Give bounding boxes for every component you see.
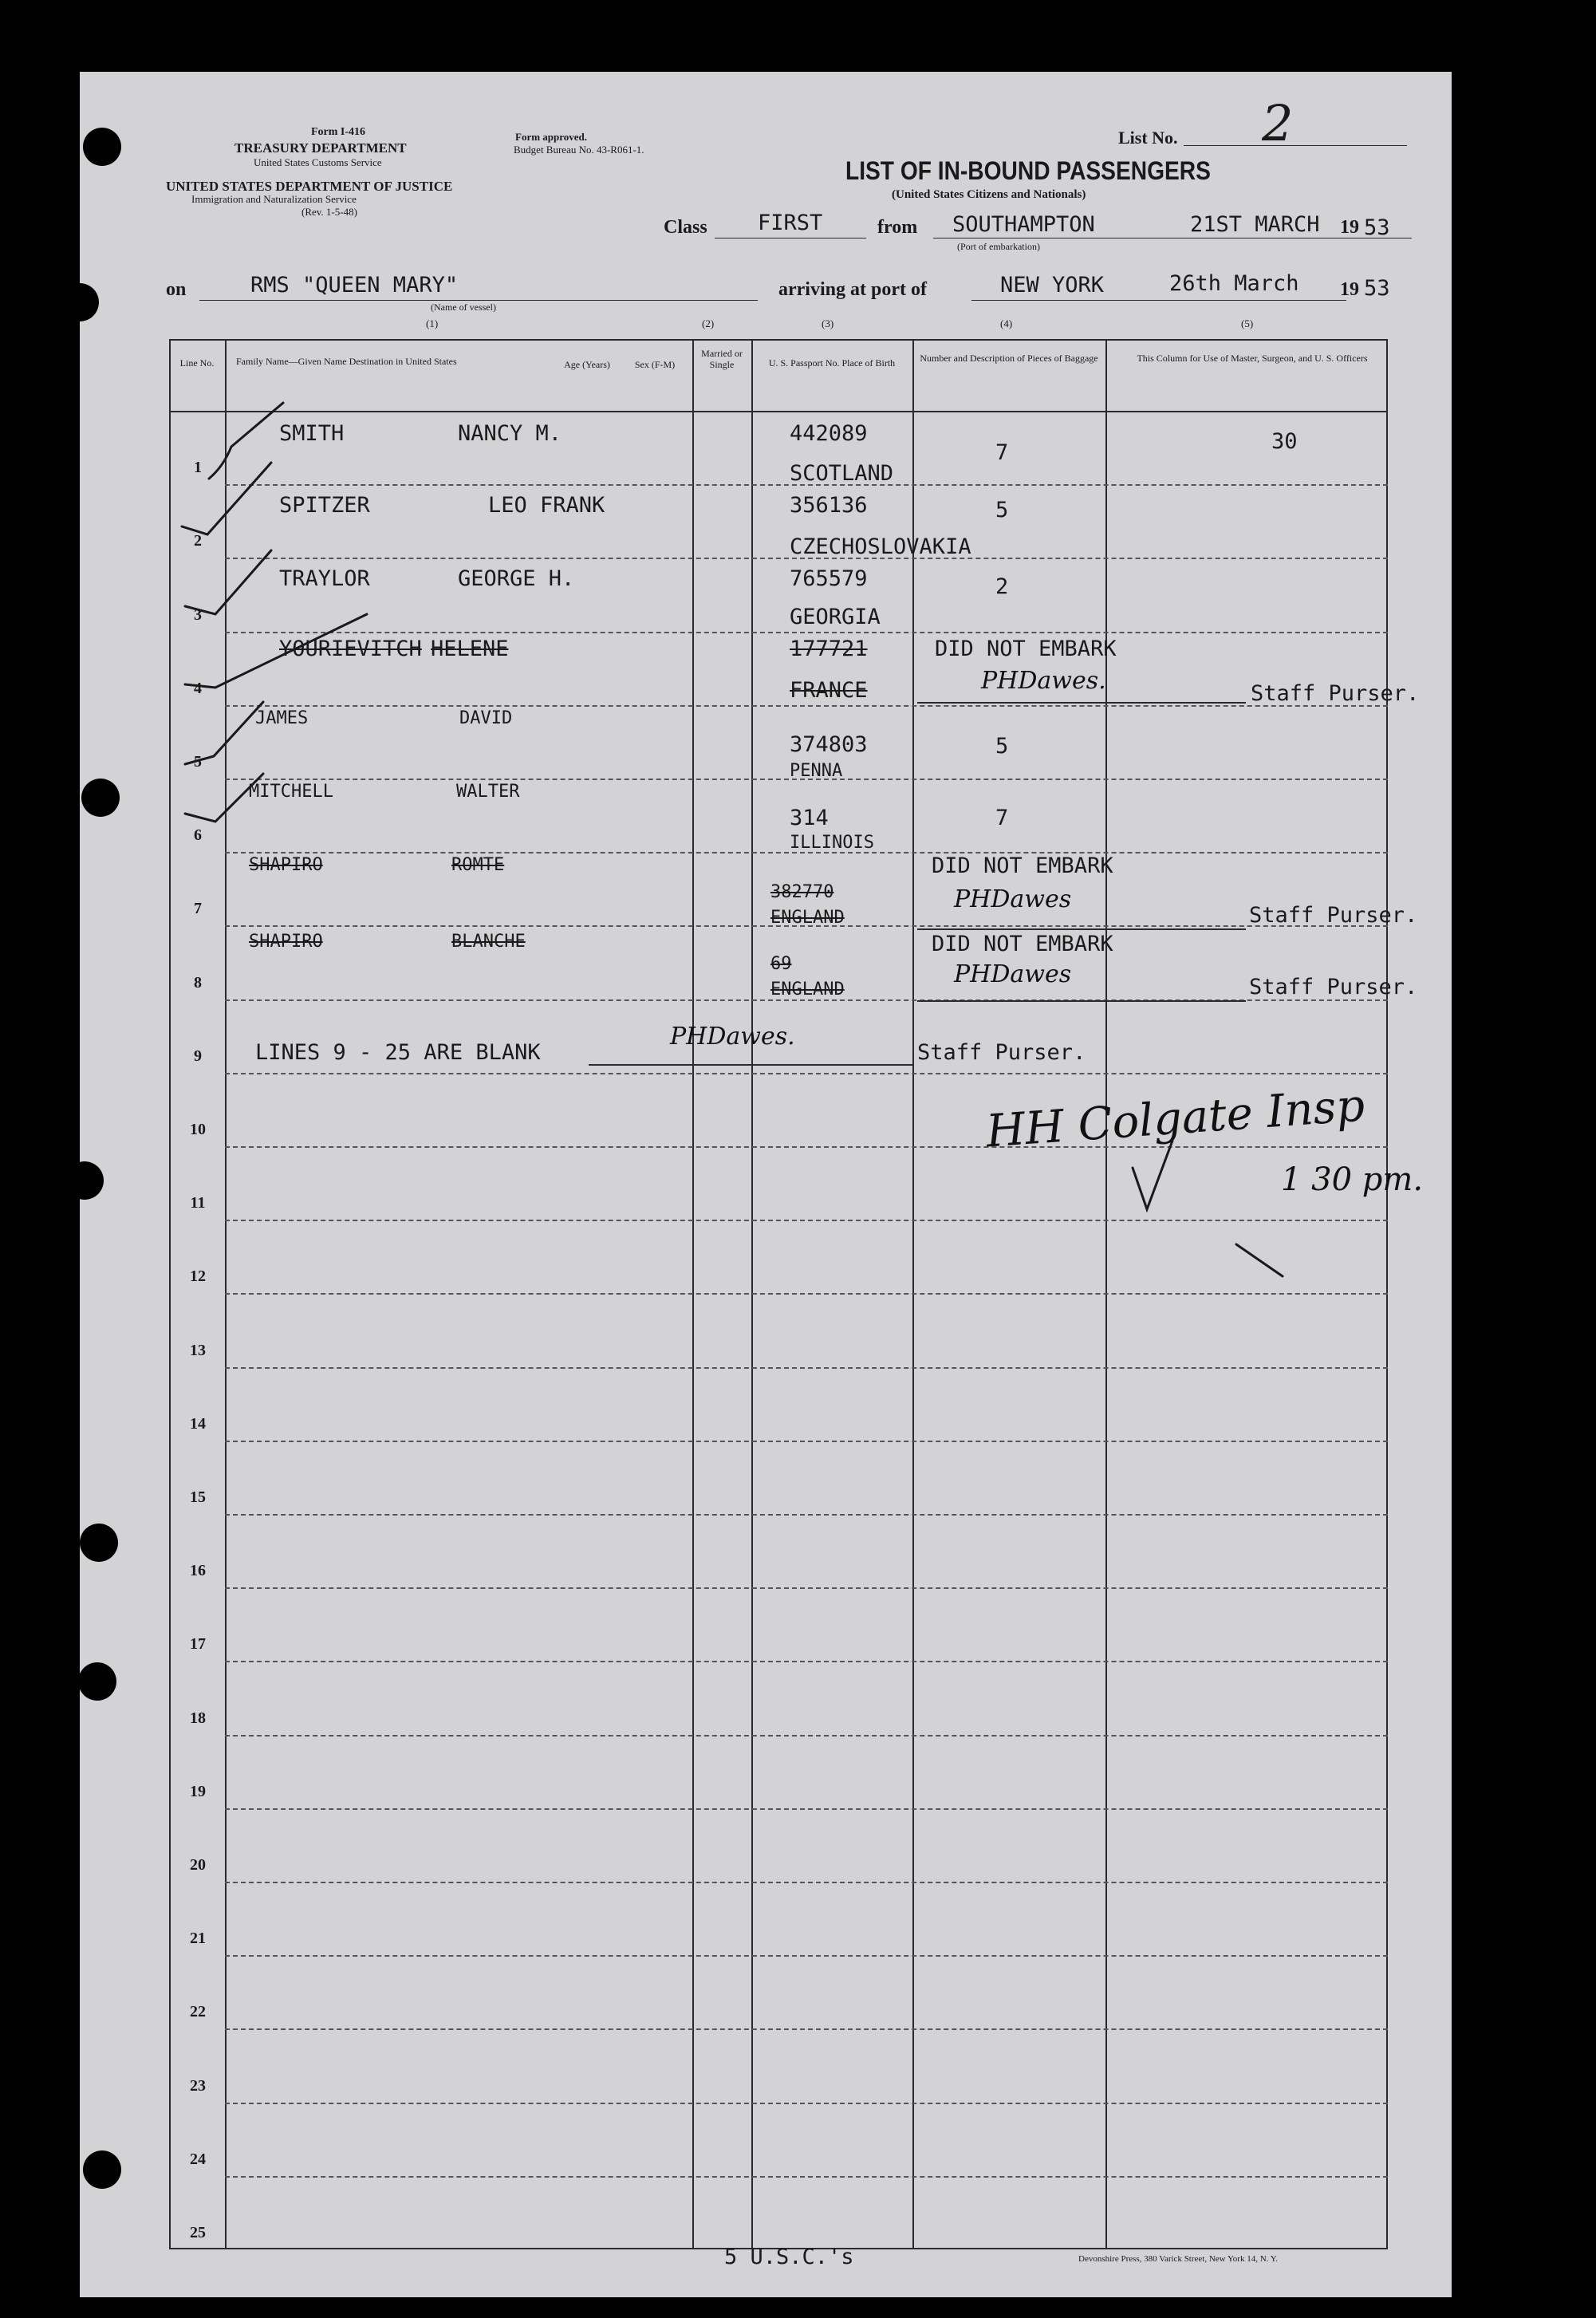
col-num-3: (3): [822, 317, 834, 329]
row3-birth: GEORGIA: [790, 605, 881, 629]
from-label: from: [877, 217, 918, 238]
embark-year: 53: [1364, 215, 1390, 240]
col-header-name: Family Name—Given Name Destination in United States: [236, 356, 457, 367]
inspector-signature: HH Colgate Insp: [984, 1079, 1367, 1158]
arriving-label: arriving at port of: [778, 279, 927, 300]
vessel-caption: (Name of vessel): [431, 302, 496, 313]
budget-bureau: Budget Bureau No. 43-R061-1.: [514, 144, 644, 156]
row1-baggage: 7: [995, 440, 1009, 465]
row2-family: SPITZER: [279, 493, 370, 518]
row2-given: LEO FRANK: [488, 493, 605, 518]
row4-role: Staff Purser.: [1251, 681, 1420, 706]
row4-passport: 177721: [790, 637, 868, 661]
customs-service: United States Customs Service: [254, 156, 382, 168]
page-title: LIST OF IN-BOUND PASSENGERS: [845, 156, 1211, 185]
line-number: 23: [190, 2076, 206, 2095]
line-number: 8: [194, 973, 202, 991]
line-number: 17: [190, 1635, 206, 1654]
row8-given: BLANCHE: [451, 932, 526, 952]
row3-baggage: 2: [995, 574, 1009, 599]
row6-given: WALTER: [456, 782, 520, 802]
col-header-baggage: Number and Description of Pieces of Baggage: [920, 353, 1098, 364]
row7-passport: 382770: [770, 882, 834, 902]
line-number: 18: [190, 1709, 206, 1727]
embark-year-prefix: 19: [1340, 217, 1359, 238]
line-number: 3: [194, 605, 202, 624]
arrival-year-prefix: 19: [1340, 279, 1359, 300]
row6-passport: 314: [790, 806, 829, 830]
form-approved: Form approved.: [515, 131, 588, 143]
row5-birth: PENNA: [790, 761, 843, 781]
line-number: 1: [194, 459, 202, 477]
footer-note: 5 U.S.C.'s: [724, 2245, 854, 2269]
line-number: 15: [190, 1488, 206, 1506]
blank-signature: PHDawes.: [670, 1023, 795, 1051]
row7-status: DID NOT EMBARK: [932, 853, 1113, 878]
col-header-passport: U. S. Passport No. Place of Birth: [768, 357, 896, 369]
row8-birth: ENGLAND: [770, 980, 845, 999]
on-label: on: [166, 279, 187, 300]
row4-status: DID NOT EMBARK: [935, 637, 1117, 661]
row2-passport: 356136: [790, 493, 868, 518]
form-number: Form I-416: [311, 126, 366, 138]
line-number: 2: [194, 532, 202, 550]
row2-birth: CZECHOSLOVAKIA: [790, 534, 971, 559]
row5-given: DAVID: [459, 708, 513, 728]
row8-status: DID NOT EMBARK: [932, 932, 1113, 956]
line-number: 14: [190, 1414, 206, 1433]
row1-family: SMITH: [279, 421, 345, 446]
line-number: 5: [194, 753, 202, 771]
row7-family: SHAPIRO: [249, 855, 323, 875]
row8-passport: 69: [770, 954, 792, 974]
row5-family: JAMES: [255, 708, 309, 728]
embarkation-date: 21ST MARCH: [1190, 212, 1320, 237]
row7-signature: PHDawes: [954, 885, 1072, 913]
row6-birth: ILLINOIS: [790, 833, 874, 853]
row3-given: GEORGE H.: [458, 566, 575, 591]
col-header-sex: Sex (F-M): [634, 359, 676, 370]
line-number: 4: [194, 679, 202, 697]
vessel-name: RMS "QUEEN MARY": [250, 273, 459, 298]
col-num-5: (5): [1241, 317, 1254, 329]
line-number: 9: [194, 1047, 202, 1065]
line-number: 13: [190, 1341, 206, 1359]
line-number: 10: [190, 1121, 206, 1138]
list-number: 2: [1262, 94, 1294, 152]
row2-baggage: 5: [995, 498, 1009, 522]
line-number: 6: [194, 826, 202, 845]
line-number: 25: [190, 2224, 206, 2241]
col-num-4: (4): [1000, 317, 1013, 329]
row7-birth: ENGLAND: [770, 908, 845, 928]
justice-dept: UNITED STATES DEPARTMENT OF JUSTICE: [166, 179, 453, 194]
row1-given: NANCY M.: [458, 421, 562, 446]
row4-signature: PHDawes.: [981, 667, 1106, 695]
port-of-embarkation: SOUTHAMPTON: [952, 212, 1095, 237]
col-header-line-no: Line No.: [179, 357, 215, 369]
row3-family: TRAYLOR: [279, 566, 370, 591]
row7-role: Staff Purser.: [1249, 903, 1418, 928]
form-revision: (Rev. 1-5-48): [301, 206, 357, 218]
line-number: 22: [190, 2003, 206, 2021]
ins-service: Immigration and Naturalization Service: [191, 193, 357, 205]
line-number: 12: [190, 1267, 206, 1286]
arrival-port: NEW YORK: [1000, 273, 1105, 298]
row4-family: YOURIEVITCH: [279, 637, 422, 661]
list-no-label: List No.: [1118, 128, 1178, 148]
row1-officer: 30: [1271, 429, 1298, 454]
row4-birth: FRANCE: [790, 678, 868, 703]
page-subtitle: (United States Citizens and Nationals): [892, 188, 1086, 201]
class-value: FIRST: [758, 211, 823, 235]
blank-role: Staff Purser.: [917, 1040, 1086, 1065]
col-num-1: (1): [426, 317, 439, 329]
col-num-2: (2): [702, 317, 715, 329]
arrival-date: 26th March: [1169, 271, 1299, 296]
col-header-age: Age (Years): [564, 359, 610, 370]
row1-birth: SCOTLAND: [790, 461, 894, 486]
port-embark-caption: (Port of embarkation): [957, 241, 1040, 252]
line-number: 7: [194, 900, 202, 918]
row1-passport: 442089: [790, 421, 868, 446]
printer-credit: Devonshire Press, 380 Varick Street, New York 14, N. Y.: [1078, 2254, 1279, 2264]
row8-signature: PHDawes: [954, 960, 1072, 988]
row8-family: SHAPIRO: [249, 932, 323, 952]
row7-given: ROMTE: [451, 855, 505, 875]
col-header-officers: This Column for Use of Master, Surgeon, and U. S. Officers: [1137, 353, 1368, 364]
blank-lines-note: LINES 9 - 25 ARE BLANK: [255, 1040, 541, 1065]
line-number: 19: [190, 1782, 206, 1800]
row3-passport: 765579: [790, 566, 868, 591]
class-label: Class: [664, 217, 707, 238]
row8-role: Staff Purser.: [1249, 975, 1418, 999]
row4-given: HELENE: [431, 637, 509, 661]
row5-passport: 374803: [790, 732, 868, 757]
row6-family: MITCHELL: [249, 782, 333, 802]
line-number: 20: [190, 1856, 206, 1874]
line-number: 16: [190, 1562, 206, 1580]
row5-baggage: 5: [995, 734, 1009, 759]
line-number: 11: [190, 1194, 206, 1212]
inspection-time: 1 30 pm.: [1281, 1161, 1424, 1198]
col-header-married: Married or Single: [701, 348, 743, 370]
line-number: 21: [190, 1930, 206, 1948]
arrival-year: 53: [1364, 276, 1390, 301]
row6-baggage: 7: [995, 806, 1009, 830]
line-number: 24: [190, 2150, 206, 2168]
treasury-dept: TREASURY DEPARTMENT: [234, 140, 407, 156]
